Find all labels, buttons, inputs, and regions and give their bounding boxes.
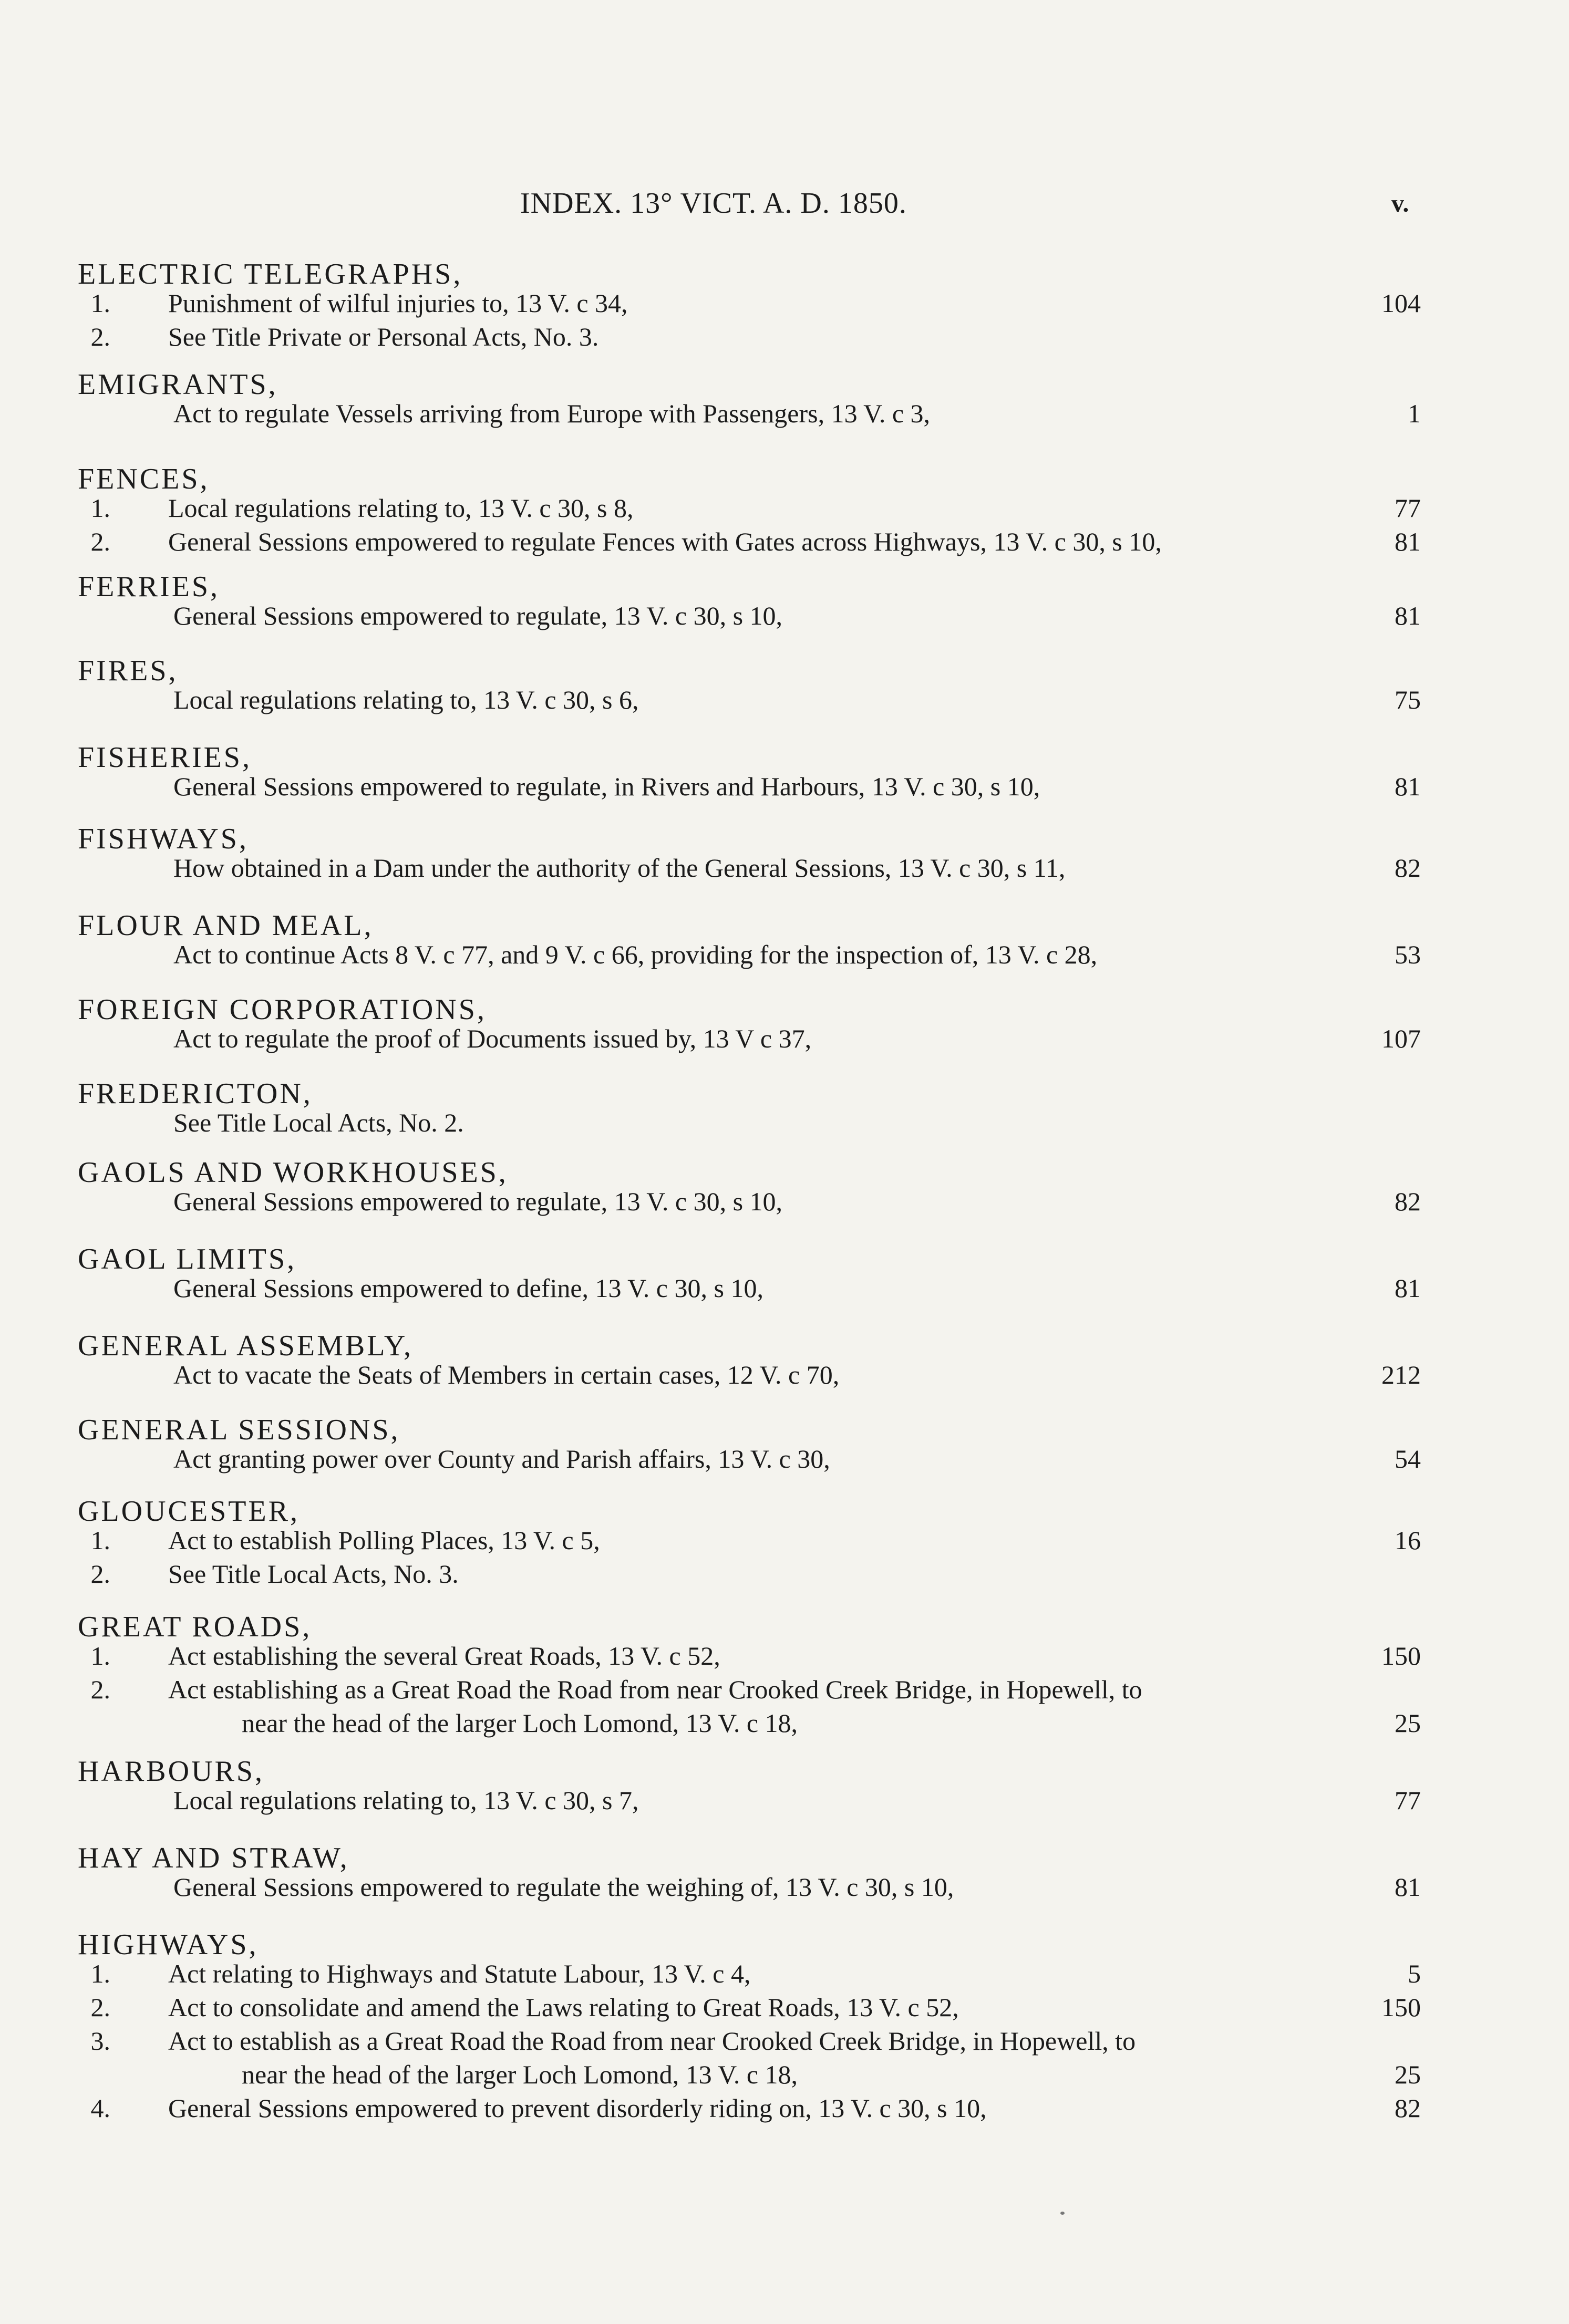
item-text: General Sessions empowered to regulate Fences with Gates across Highways, 13 V. c 30, s 10,	[168, 527, 1162, 556]
entry-heading: GAOL LIMITS,	[78, 1243, 297, 1275]
entry-line	[0, 526, 1569, 560]
item-number: 1.	[90, 1641, 110, 1671]
entry-line	[0, 853, 1569, 886]
entry-heading: HAY AND STRAW,	[78, 1842, 349, 1874]
item-text: See Title Local Acts, No. 2.	[173, 1108, 464, 1137]
entry-line	[0, 1273, 1569, 1306]
item-text: Act establishing as a Great Road the Road from near Crooked Creek Bridge, in Hopewell, to	[168, 1675, 1142, 1704]
entry-line	[0, 1641, 1569, 1674]
entry-line	[0, 1559, 1569, 1592]
entry-line	[0, 1444, 1569, 1477]
page-number: v.	[1391, 190, 1409, 217]
page-reference: 75	[1395, 685, 1421, 714]
item-text: Act to regulate Vessels arriving from Europe with Passengers, 13 V. c 3,	[173, 399, 931, 428]
entry-heading: GENERAL SESSIONS,	[78, 1414, 400, 1446]
page-reference: 107	[1381, 1024, 1421, 1053]
item-text: near the head of the larger Loch Lomond, 13 V. c 18,	[242, 2060, 798, 2089]
item-number: 1.	[90, 1526, 110, 1555]
page-header	[0, 186, 1569, 229]
entry-line	[0, 939, 1569, 973]
item-text: Act to vacate the Seats of Members in certain cases, 12 V. c 70,	[173, 1360, 840, 1389]
item-text: Act to consolidate and amend the Laws relating to Great Roads, 13 V. c 52,	[168, 1993, 959, 2022]
item-number: 2.	[90, 527, 110, 556]
item-text: Act to regulate the proof of Documents issued by, 13 V c 37,	[173, 1024, 812, 1053]
entry-line	[0, 493, 1569, 526]
page-reference: 54	[1395, 1444, 1421, 1474]
item-text: Act relating to Highways and Statute Labour, 13 V. c 4,	[168, 1959, 751, 1988]
page-reference: 81	[1395, 601, 1421, 630]
page-reference: 82	[1395, 1187, 1421, 1216]
item-text: General Sessions empowered to regulate the weighing of, 13 V. c 30, s 10,	[173, 1872, 954, 1902]
page-reference: 212	[1381, 1360, 1421, 1389]
entry-line	[0, 2059, 1569, 2093]
item-text: Act to continue Acts 8 V. c 77, and 9 V. c 66, providing for the inspection of, 13 V. c 28,	[173, 940, 1098, 969]
item-text: Act to establish Polling Places, 13 V. c 5,	[168, 1526, 600, 1555]
item-text: How obtained in a Dam under the authority of the General Sessions, 13 V. c 30, s 11,	[173, 853, 1066, 883]
entry-line	[0, 2026, 1569, 2059]
entry-line	[0, 1958, 1569, 1992]
item-number: 2.	[90, 322, 110, 351]
item-text: See Title Private or Personal Acts, No. 3.	[168, 322, 599, 351]
item-text: Act establishing the several Great Roads, 13 V. c 52,	[168, 1641, 720, 1671]
item-text: General Sessions empowered to regulate, in Rivers and Harbours, 13 V. c 30, s 10,	[173, 772, 1040, 801]
entry-heading: FREDERICTON,	[78, 1077, 313, 1110]
entry-heading: FLOUR AND MEAL,	[78, 909, 374, 942]
entry-heading: HIGHWAYS,	[78, 1928, 259, 1961]
item-text: Local regulations relating to, 13 V. c 30, s 6,	[173, 685, 639, 714]
page-reference: 82	[1395, 2093, 1421, 2123]
item-text: Local regulations relating to, 13 V. c 30, s 8,	[168, 493, 634, 523]
page-reference: 53	[1395, 940, 1421, 969]
item-text: General Sessions empowered to define, 13 V. c 30, s 10,	[173, 1273, 763, 1303]
entry-heading: GLOUCESTER,	[78, 1495, 300, 1528]
entry-heading: GREAT ROADS,	[78, 1611, 312, 1643]
page-title: INDEX. 13° VICT. A. D. 1850.	[520, 187, 907, 220]
entry-heading: EMIGRANTS,	[78, 368, 278, 401]
entry-line	[0, 321, 1569, 355]
item-text: Act granting power over County and Parish affairs, 13 V. c 30,	[173, 1444, 830, 1474]
page-reference: 150	[1381, 1641, 1421, 1671]
entry-heading: GENERAL ASSEMBLY,	[78, 1330, 414, 1362]
page-reference: 25	[1395, 1708, 1421, 1738]
item-number: 3.	[90, 2026, 110, 2056]
entry-line	[0, 398, 1569, 432]
entry-line	[0, 288, 1569, 321]
entry-line	[0, 1360, 1569, 1393]
item-number: 2.	[90, 1993, 110, 2022]
page-reference: 1	[1408, 399, 1421, 428]
entry-line	[0, 1107, 1569, 1141]
entry-line	[0, 1525, 1569, 1559]
entry-line	[0, 1186, 1569, 1220]
entry-line	[0, 1872, 1569, 1905]
page-reference: 25	[1395, 2060, 1421, 2089]
page-reference: 81	[1395, 1273, 1421, 1303]
item-number: 1.	[90, 1959, 110, 1988]
ink-speck	[1060, 2212, 1065, 2215]
entry-line	[0, 1023, 1569, 1057]
entry-line	[0, 771, 1569, 805]
page-reference: 104	[1381, 288, 1421, 318]
item-text: near the head of the larger Loch Lomond, 13 V. c 18,	[242, 1708, 798, 1738]
page-reference: 82	[1395, 853, 1421, 883]
entry-line	[0, 2093, 1569, 2126]
entry-heading: FISHERIES,	[78, 741, 252, 774]
entry-heading: FENCES,	[78, 463, 210, 495]
page-reference: 81	[1395, 772, 1421, 801]
entry-heading: FISHWAYS,	[78, 823, 249, 855]
item-number: 1.	[90, 288, 110, 318]
entry-heading: FIRES,	[78, 655, 178, 687]
page-reference: 150	[1381, 1993, 1421, 2022]
item-number: 2.	[90, 1559, 110, 1589]
page-reference: 77	[1395, 493, 1421, 523]
page-reference: 5	[1408, 1959, 1421, 1988]
entry-heading: FOREIGN CORPORATIONS,	[78, 993, 487, 1026]
item-number: 2.	[90, 1675, 110, 1704]
entry-line	[0, 1785, 1569, 1819]
item-text: Local regulations relating to, 13 V. c 30, s 7,	[173, 1786, 639, 1815]
entry-heading: HARBOURS,	[78, 1755, 264, 1788]
entry-line	[0, 684, 1569, 718]
item-number: 1.	[90, 493, 110, 523]
entry-line	[0, 1992, 1569, 2026]
page-reference: 77	[1395, 1786, 1421, 1815]
entry-heading: GAOLS AND WORKHOUSES,	[78, 1156, 508, 1189]
item-text: Punishment of wilful injuries to, 13 V. c 34,	[168, 288, 628, 318]
item-text: General Sessions empowered to regulate, 13 V. c 30, s 10,	[173, 601, 783, 630]
entry-heading: ELECTRIC TELEGRAPHS,	[78, 258, 463, 290]
page-reference: 16	[1395, 1526, 1421, 1555]
entry-heading: FERRIES,	[78, 570, 220, 603]
item-text: See Title Local Acts, No. 3.	[168, 1559, 459, 1589]
item-text: General Sessions empowered to regulate, 13 V. c 30, s 10,	[173, 1187, 783, 1216]
entry-line	[0, 600, 1569, 634]
item-number: 4.	[90, 2093, 110, 2123]
item-text: Act to establish as a Great Road the Road from near Crooked Creek Bridge, in Hopewell, to	[168, 2026, 1136, 2056]
page-reference: 81	[1395, 527, 1421, 556]
entry-line	[0, 1674, 1569, 1708]
page-reference: 81	[1395, 1872, 1421, 1902]
item-text: General Sessions empowered to prevent disorderly riding on, 13 V. c 30, s 10,	[168, 2093, 987, 2123]
entry-line	[0, 1708, 1569, 1741]
